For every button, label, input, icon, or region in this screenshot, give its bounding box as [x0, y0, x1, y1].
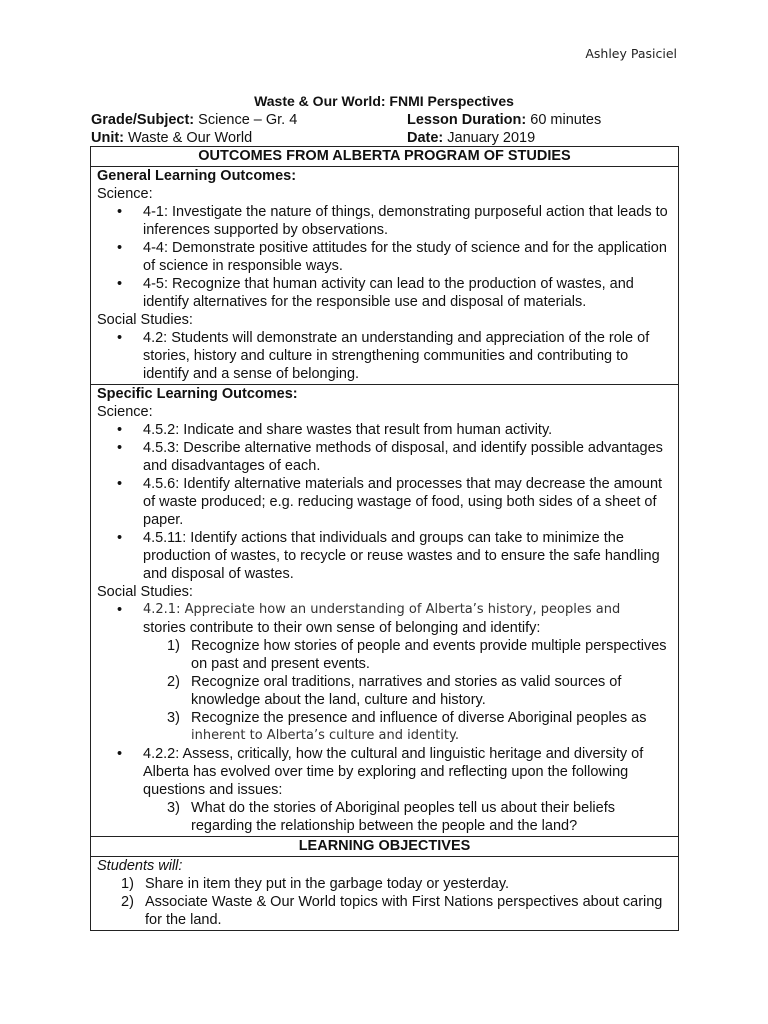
outcome-4-2-2-sublist: [143, 799, 672, 835]
general-outcomes-cell: [91, 167, 679, 385]
duration-value: 60 minutes: [526, 112, 602, 128]
objective-item: [97, 875, 672, 893]
sub-item-number: 2): [167, 674, 180, 690]
sub-item-text: Recognize how stories of people and events provide multiple perspectives on past and present events.: [191, 638, 667, 672]
objective-number: 2): [121, 894, 134, 910]
objective-item: [97, 893, 672, 929]
outcome-4-2-1-intro-cont: stories contribute to their own sense of belonging and identify:: [143, 620, 541, 636]
general-science-list: [97, 203, 672, 311]
sub-item-text-cont: inherent to Alberta’s culture and identity.: [191, 728, 459, 743]
list-item: • 4-4: Demonstrate positive attitudes for the study of science and for the application of science in responsible ways.: [97, 239, 672, 275]
sub-item-text: Recognize the presence and influence of diverse Aboriginal peoples as: [191, 710, 647, 726]
sub-item: [143, 637, 672, 673]
list-item-4-2-1: [97, 601, 672, 745]
outcome-4-2-2-intro: • 4.2.2: Assess, critically, how the cultural and linguistic heritage and diversity of Alberta has evolved over time by exploring and reflecting upon the following questions and issues:: [143, 746, 644, 798]
specific-science-label: Science:: [97, 404, 153, 420]
specific-outcomes-heading: Specific Learning Outcomes:: [97, 386, 298, 402]
sub-item-text: What do the stories of Aboriginal peoples tell us about their beliefs regarding the relationship between the people and the land?: [191, 800, 615, 834]
objectives-cell: [91, 857, 679, 931]
sub-item-number: 1): [167, 638, 180, 654]
unit-label: Unit:: [91, 130, 125, 146]
outcomes-header: OUTCOMES FROM ALBERTA PROGRAM OF STUDIES: [91, 147, 679, 167]
sub-item-number: 3): [167, 710, 180, 726]
objectives-list: [97, 875, 672, 929]
date-label: Date:: [407, 130, 444, 146]
specific-science-list: [97, 421, 672, 583]
outcome-4-2-1-intro: • 4.2.1: Appreciate how an understanding of Alberta’s history, peoples and: [143, 602, 621, 617]
list-item: • 4.5.11: Identify actions that individuals and groups can take to minimize the production of wastes, to recycle or reuse wastes and to ensure the safe handling and disposal of wastes.: [97, 529, 672, 583]
sub-item: [143, 673, 672, 709]
grade-value: Science – Gr. 4: [194, 112, 298, 128]
specific-social-label: Social Studies:: [97, 584, 193, 600]
objective-text: Share in item they put in the garbage today or yesterday.: [145, 876, 510, 892]
author-name: Ashley Pasiciel: [585, 46, 677, 61]
outcome-4-2-1-sublist: [143, 637, 672, 745]
specific-social-list: [97, 601, 672, 835]
lesson-plan-table: [90, 146, 679, 931]
sub-item: [143, 799, 672, 835]
lesson-duration: [407, 111, 601, 129]
duration-label: Lesson Duration:: [407, 112, 527, 128]
grade-label: Grade/Subject:: [91, 112, 195, 128]
sub-item-text: Recognize oral traditions, narratives and stories as valid sources of knowledge about the land, culture and history.: [191, 674, 622, 708]
general-social-list: [97, 329, 672, 383]
document-title: Waste & Our World: FNMI Perspectives: [254, 93, 514, 109]
unit: [91, 129, 252, 147]
objective-number: 1): [121, 876, 134, 892]
list-item-4-2-2: [97, 745, 672, 835]
list-item: • 4.5.6: Identify alternative materials and processes that may decrease the amount of waste produced; e.g. reducing wastage of food, using both sides of a sheet of paper.: [97, 475, 672, 529]
general-science-label: Science:: [97, 186, 153, 202]
grade-subject: [91, 111, 297, 129]
list-item: • 4-1: Investigate the nature of things, demonstrating purposeful action that leads to inferences supported by observations.: [97, 203, 672, 239]
general-social-label: Social Studies:: [97, 312, 193, 328]
objectives-header: LEARNING OBJECTIVES: [91, 837, 679, 857]
unit-value: Waste & Our World: [124, 130, 253, 146]
sub-item-number: 3): [167, 800, 180, 816]
list-item: • 4.2: Students will demonstrate an understanding and appreciation of the role of stories, history and culture in strengthening communities and contributing to identify and a sense of belonging.: [97, 329, 672, 383]
list-item: • 4.5.2: Indicate and share wastes that result from human activity.: [97, 421, 672, 439]
sub-item: [143, 709, 672, 745]
objective-text: Associate Waste & Our World topics with First Nations perspectives about caring for the land.: [145, 894, 663, 928]
objectives-intro: Students will:: [97, 858, 183, 874]
general-outcomes-heading: General Learning Outcomes:: [97, 168, 297, 184]
date-value: January 2019: [443, 130, 536, 146]
list-item: • 4.5.3: Describe alternative methods of disposal, and identify possible advantages and disadvantages of each.: [97, 439, 672, 475]
list-item: • 4-5: Recognize that human activity can lead to the production of wastes, and identify alternatives for the responsible use and disposal of materials.: [97, 275, 672, 311]
specific-outcomes-cell: [91, 385, 679, 837]
date: [407, 129, 535, 147]
